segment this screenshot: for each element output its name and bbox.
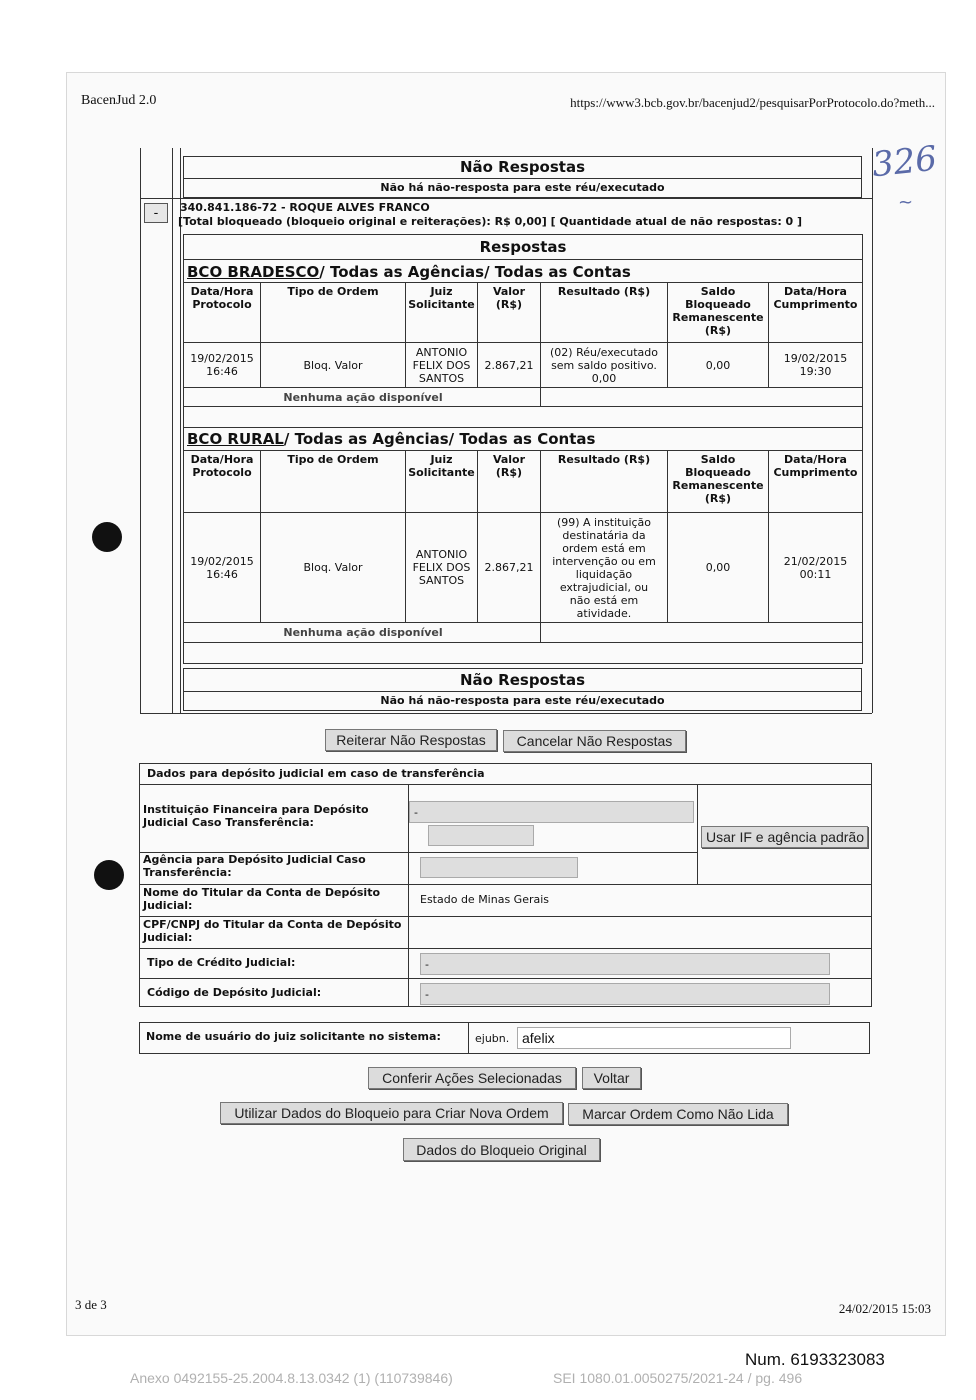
col-line bbox=[468, 1022, 469, 1054]
frame-line bbox=[140, 713, 872, 714]
instituicao-select[interactable]: - bbox=[409, 801, 694, 823]
table-cell: Bloq. Valor bbox=[303, 561, 363, 574]
agencia-field[interactable] bbox=[420, 857, 578, 878]
frame-line bbox=[180, 148, 181, 713]
divider bbox=[140, 198, 872, 199]
print-timestamp: 24/02/2015 15:03 bbox=[838, 1301, 931, 1316]
divider bbox=[139, 948, 872, 949]
column-header: Data/Hora Protocolo bbox=[190, 285, 254, 311]
frame-line bbox=[172, 148, 173, 713]
column-header: Tipo de Ordem bbox=[287, 285, 379, 298]
tipo-credito-select[interactable]: - bbox=[420, 953, 830, 975]
dados-bloqueio-original-button[interactable]: Dados do Bloqueio Original bbox=[403, 1138, 600, 1161]
reiterar-nao-respostas-button[interactable]: Reiterar Não Respostas bbox=[325, 729, 497, 751]
column-header: Valor (R$) bbox=[492, 453, 526, 479]
table-cell: ANTONIO FELIX DOS SANTOS bbox=[412, 548, 471, 587]
column-header: Data/Hora Cumprimento bbox=[773, 285, 858, 311]
bank-link-bradesco[interactable]: BCO BRADESCO bbox=[187, 263, 320, 281]
handwritten-page-number: 326 bbox=[870, 138, 939, 186]
voltar-button[interactable]: Voltar bbox=[582, 1067, 641, 1089]
column-header: Resultado (R$) bbox=[557, 453, 651, 466]
bank-link-rural[interactable]: BCO RURAL bbox=[187, 430, 284, 448]
column-header: Juiz Solicitante bbox=[408, 453, 475, 479]
defendant-name: 340.841.186-72 - ROQUE ALVES FRANCO bbox=[180, 201, 430, 214]
divider bbox=[139, 978, 872, 979]
table-cell: 0,00 bbox=[705, 358, 731, 372]
table-cell: (02) Réu/executado sem saldo positivo. 0,00 bbox=[550, 345, 658, 385]
table-cell: 19/02/2015 16:46 bbox=[190, 352, 254, 378]
punch-hole bbox=[92, 522, 122, 552]
table-cell: ANTONIO FELIX DOS SANTOS bbox=[412, 345, 471, 385]
column-header: Data/Hora Cumprimento bbox=[773, 453, 858, 479]
punch-hole bbox=[94, 860, 124, 890]
table-cell: 2.867,21 bbox=[484, 561, 534, 574]
instituicao-label: Instituição Financeira para Depósito Judicial Caso Transferência: bbox=[143, 803, 369, 829]
column-header: Saldo Bloqueado Remanescente (R$) bbox=[672, 285, 764, 337]
column-header: Data/Hora Protocolo bbox=[190, 453, 254, 479]
column-header: Valor (R$) bbox=[492, 285, 526, 311]
instituicao-secondary-field[interactable] bbox=[428, 825, 534, 846]
table-cell: (99) A instituição destinatária da ordem está em intervenção ou em liquidação extrajudicial, ou não está em atividade. bbox=[552, 515, 656, 620]
bank-heading-rural bbox=[187, 430, 595, 448]
conferir-acoes-button[interactable]: Conferir Ações Selecionadas bbox=[368, 1067, 576, 1089]
agencia-label: Agência para Depósito Judicial Caso Transferência: bbox=[143, 853, 366, 879]
respostas-title: Respostas bbox=[479, 238, 567, 256]
table-cell: 0,00 bbox=[705, 561, 731, 574]
sei-reference: SEI 1080.01.0050275/2021-24 / pg. 496 bbox=[553, 1370, 803, 1386]
table-cell: 19/02/2015 16:46 bbox=[190, 554, 254, 581]
handwritten-initial: ~ bbox=[898, 192, 914, 213]
column-header: Tipo de Ordem bbox=[287, 453, 379, 466]
no-action-text: Nenhuma ação disponível bbox=[283, 390, 443, 404]
divider bbox=[139, 884, 872, 885]
collapse-defendant-button[interactable]: - bbox=[144, 203, 168, 223]
bank-scope: / Todas as Agências/ Todas as Contas bbox=[319, 263, 631, 281]
codigo-deposito-field[interactable]: - bbox=[420, 983, 830, 1005]
bank-heading-bradesco bbox=[187, 263, 631, 281]
usuario-prefix: ejubn. bbox=[475, 1032, 510, 1045]
cancelar-nao-respostas-button[interactable]: Cancelar Não Respostas bbox=[503, 730, 686, 752]
divider bbox=[139, 784, 872, 785]
table-cell: 2.867,21 bbox=[484, 358, 534, 372]
document-number: Num. 6193323083 bbox=[745, 1350, 885, 1369]
divider bbox=[183, 259, 863, 260]
divider bbox=[139, 916, 872, 917]
page-url: https://www3.bcb.gov.br/bacenjud2/pesquisarPorProtocolo.do?meth... bbox=[570, 95, 935, 110]
usar-if-agencia-padrao-button[interactable]: Usar IF e agência padrão bbox=[701, 826, 868, 848]
titular-label: Nome do Titular da Conta de Depósito Judicial: bbox=[143, 886, 381, 912]
deposit-title: Dados para depósito judicial em caso de transferência bbox=[147, 767, 485, 780]
cpf-cnpj-label: CPF/CNPJ do Titular da Conta de Depósito Judicial: bbox=[143, 918, 402, 944]
table-cell: 19/02/2015 19:30 bbox=[783, 352, 848, 378]
codigo-deposito-label: Código de Depósito Judicial: bbox=[147, 986, 322, 999]
frame-line bbox=[872, 148, 873, 713]
table-cell: Bloq. Valor bbox=[303, 358, 363, 372]
usuario-label: Nome de usuário do juiz solicitante no sistema: bbox=[146, 1030, 441, 1043]
col-line bbox=[697, 784, 698, 884]
no-action-text: Nenhuma ação disponível bbox=[283, 625, 443, 639]
divider bbox=[183, 427, 863, 428]
bottom-nao-respostas-message: Não há não-resposta para este réu/executado bbox=[380, 694, 665, 707]
column-header: Saldo Bloqueado Remanescente (R$) bbox=[672, 453, 764, 505]
divider bbox=[183, 178, 862, 179]
divider bbox=[183, 642, 863, 643]
defendant-summary: [Total bloqueado (bloqueio original e reiterações): R$ 0,00] [ Quantidade atual de não respostas: 0 ] bbox=[178, 215, 803, 228]
bottom-nao-respostas-title: Não Respostas bbox=[459, 671, 586, 689]
bank-scope: / Todas as Agências/ Todas as Contas bbox=[283, 430, 596, 448]
frame-line bbox=[140, 148, 141, 713]
app-title: BacenJud 2.0 bbox=[81, 93, 157, 108]
divider bbox=[183, 691, 862, 692]
top-nao-respostas-title: Não Respostas bbox=[459, 158, 586, 176]
usuario-input[interactable]: afelix bbox=[517, 1027, 791, 1049]
table-cell: 21/02/2015 00:11 bbox=[783, 554, 848, 581]
divider bbox=[183, 406, 863, 407]
top-nao-respostas-message: Não há não-resposta para este réu/executado bbox=[380, 181, 665, 194]
column-header: Juiz Solicitante bbox=[408, 285, 475, 311]
page-counter: 3 de 3 bbox=[75, 1297, 107, 1312]
titular-value: Estado de Minas Gerais bbox=[420, 893, 550, 906]
annex-reference: Anexo 0492155-25.2004.8.13.0342 (1) (110739846) bbox=[130, 1370, 453, 1386]
marcar-nao-lida-button[interactable]: Marcar Ordem Como Não Lida bbox=[568, 1103, 788, 1125]
column-header: Resultado (R$) bbox=[557, 285, 651, 298]
tipo-credito-label: Tipo de Crédito Judicial: bbox=[147, 956, 296, 969]
utilizar-dados-bloqueio-button[interactable]: Utilizar Dados do Bloqueio para Criar Nova Ordem bbox=[220, 1102, 563, 1124]
